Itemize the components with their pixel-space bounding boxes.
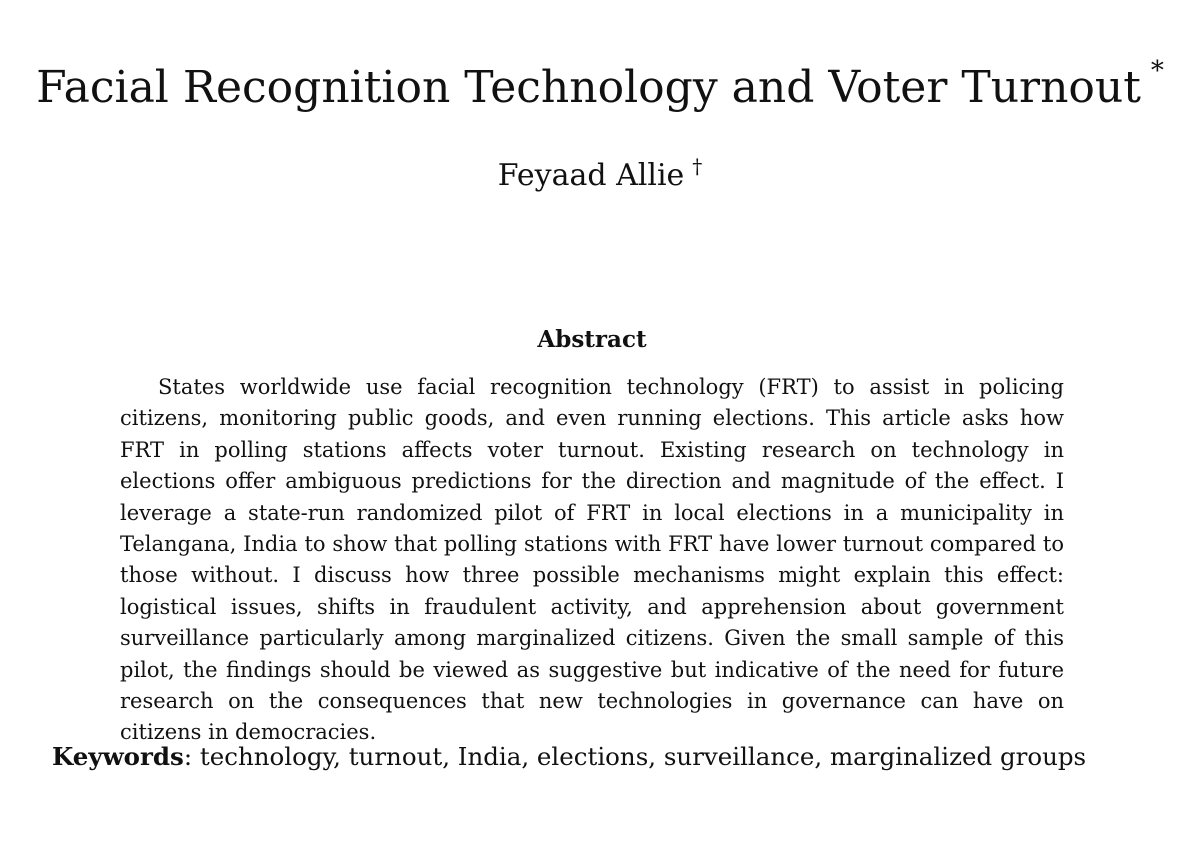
keywords-line	[52, 742, 1152, 771]
abstract-heading: Abstract	[537, 326, 647, 353]
author-name: Feyaad Allie	[497, 158, 685, 193]
paper-title-text: Facial Recognition Technology and Voter Turnout	[36, 62, 1141, 113]
title-footnote-mark: *	[1150, 56, 1164, 86]
abstract-body: States worldwide use facial recognition technology (FRT) to assist in policing citizens, monitoring public goods, and even running elections. This article asks how FRT in polling stations affects voter turnout. Existing research on technology in elections offer ambiguous predictions for the direction and magnitude of the effect. I leverage a state-run randomized pilot of FRT in local elections in a municipality in Telangana, India to show that polling stations with FRT have lower turnout compared to those without. I discuss how three possible mechanisms might explain this effect: logistical issues, shifts in fraudulent activity, and apprehension about government surveillance particularly among marginalized citizens. Given the small sample of this pilot, the findings should be viewed as suggestive but indicative of the need for future research on the consequences that new technologies in governance can have on citizens in democracies.	[120, 375, 1064, 745]
author-footnote-mark: †	[692, 154, 703, 178]
keywords-label: Keywords	[52, 742, 184, 771]
keywords-separator: :	[183, 742, 193, 771]
author-line	[0, 154, 1200, 193]
keywords-list: technology, turnout, India, elections, surveillance, marginalized groups	[199, 742, 1087, 771]
paper-title	[0, 56, 1200, 113]
